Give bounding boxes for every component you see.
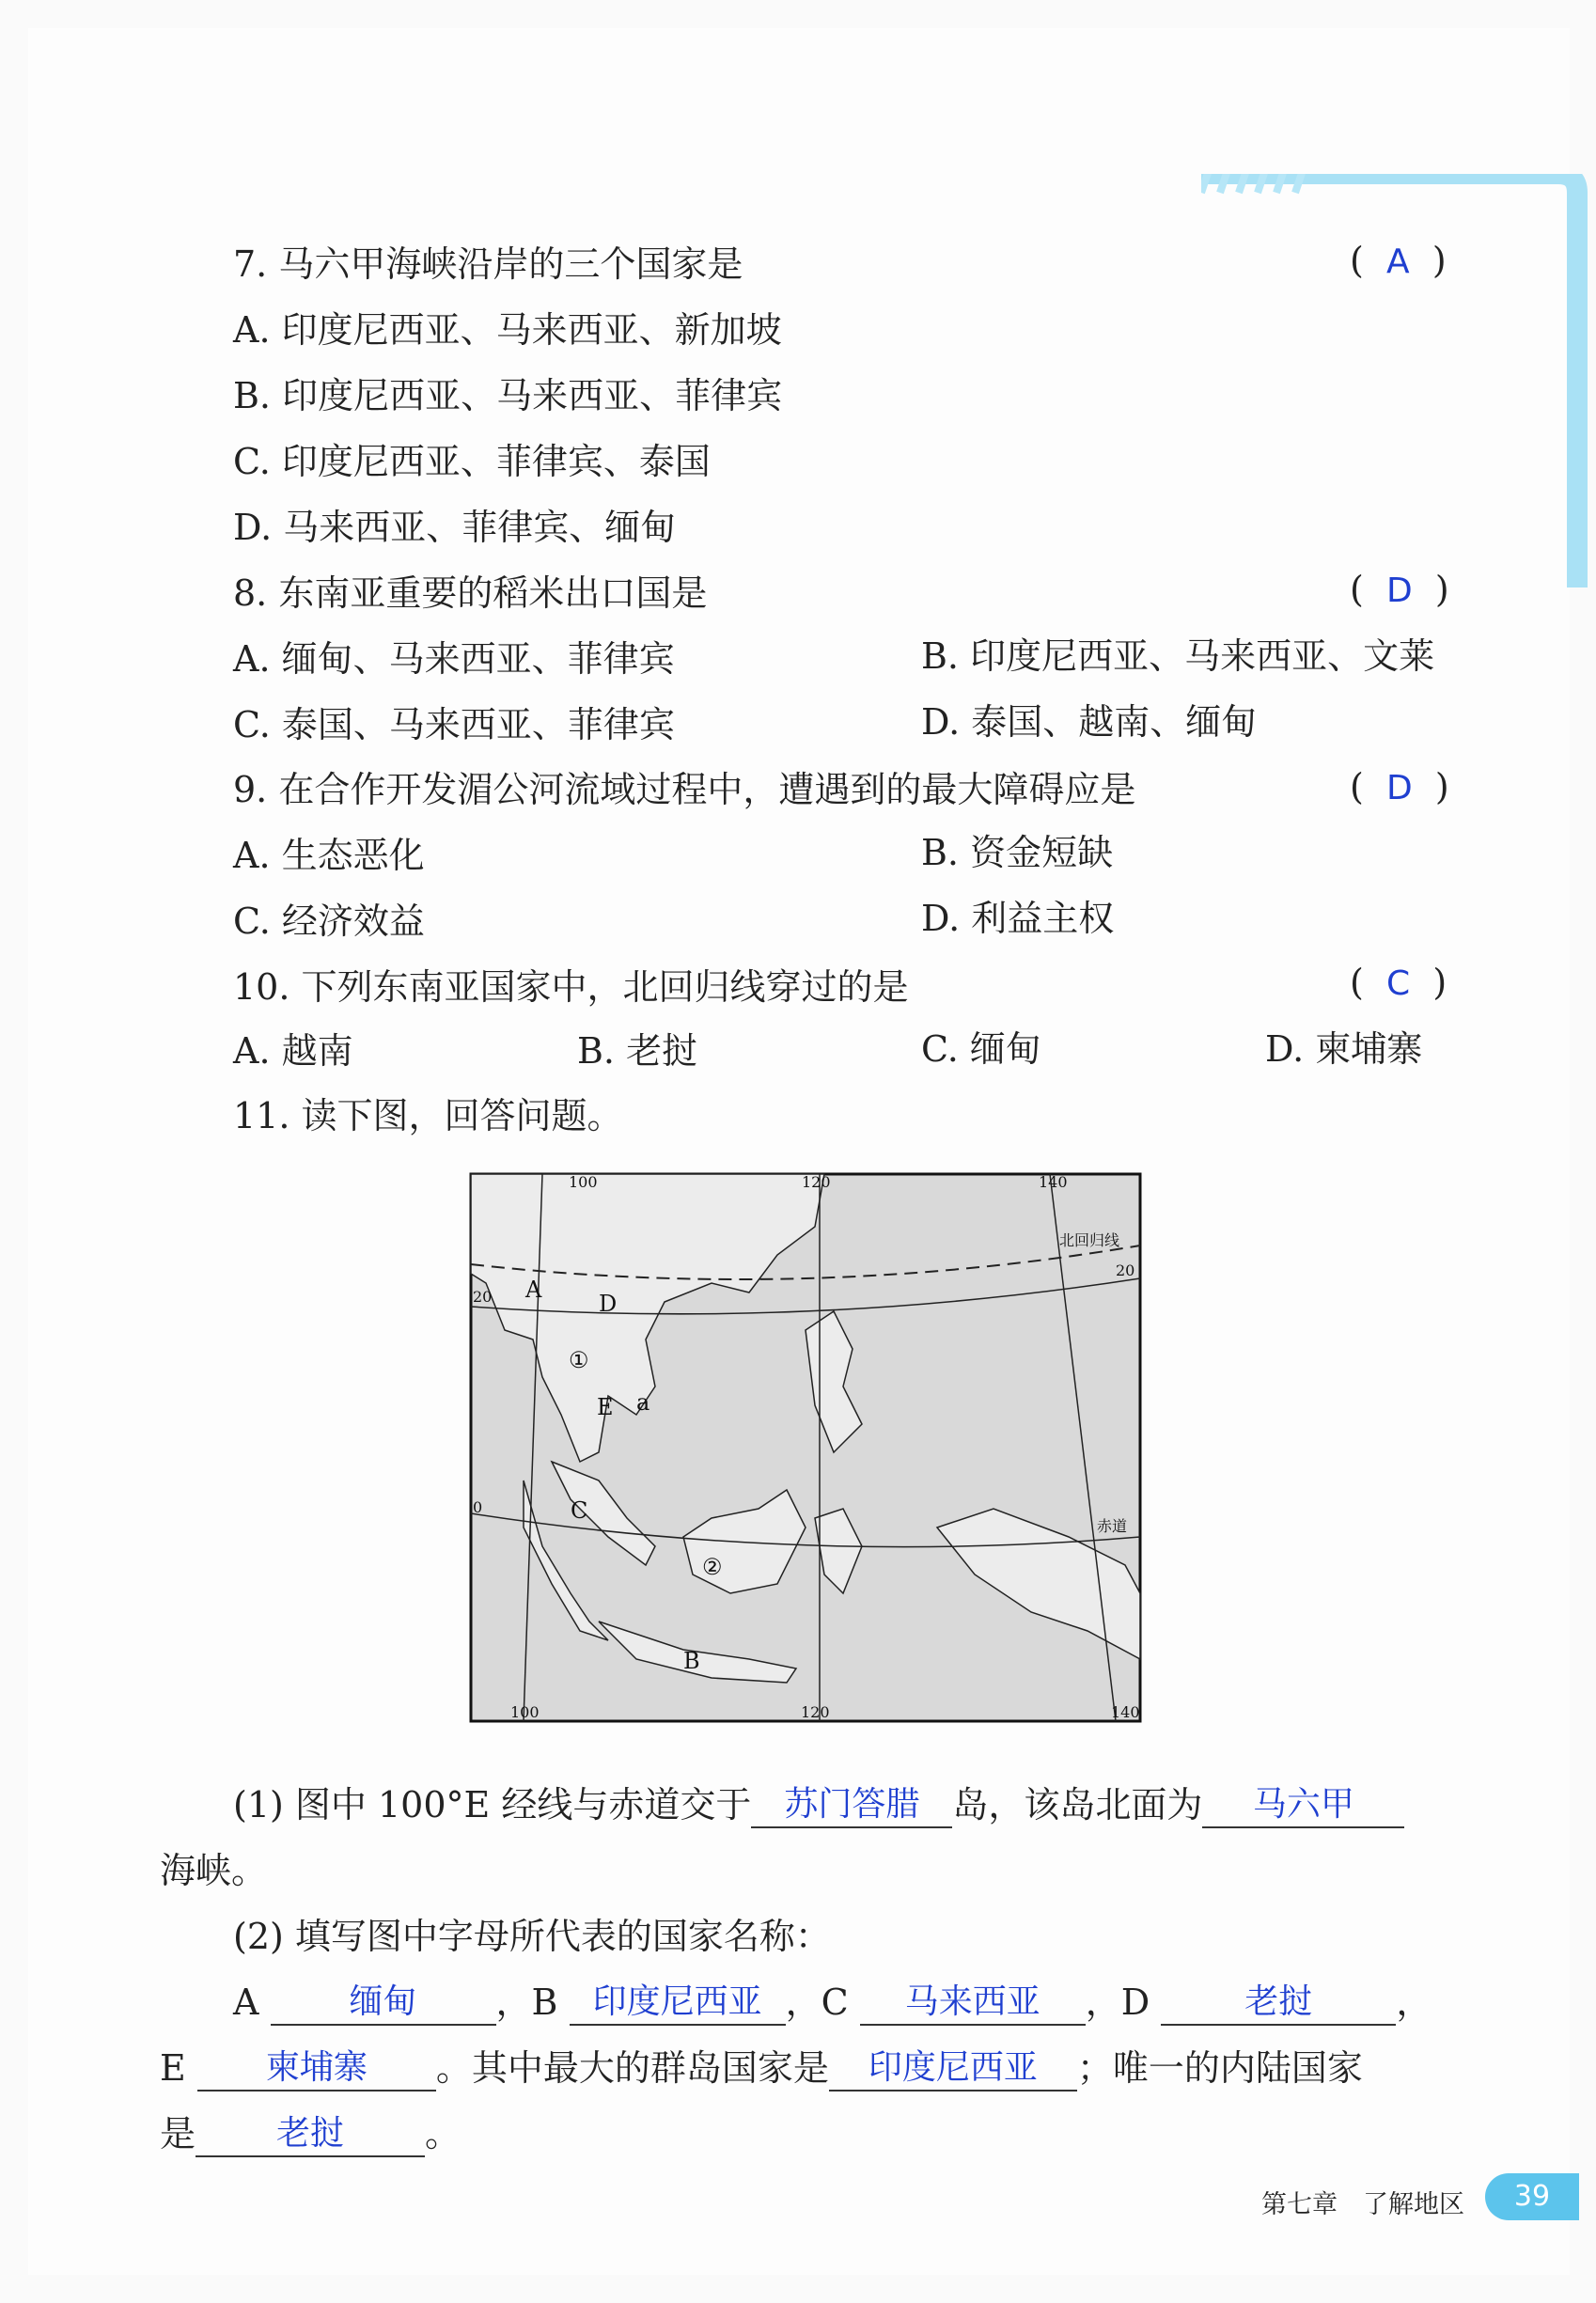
q8-option-d: D. 泰国、越南、缅甸 xyxy=(921,701,1258,743)
q10-stem: 10. 下列东南亚国家中，北回归线穿过的是 xyxy=(233,966,909,1008)
map-lon-bottom-140: 140 xyxy=(1111,1703,1140,1721)
blank-a[interactable]: 缅甸 xyxy=(271,1982,496,2026)
q11-stem: 11. 读下图，回答问题。 xyxy=(233,1095,623,1136)
q8-stem: 8. 东南亚重要的稻米出口国是 xyxy=(233,572,708,614)
page-number: 39 xyxy=(1485,2173,1579,2220)
q11-sub2-row2: E 柬埔寨 。其中最大的群岛国家是 印度尼西亚 ；唯一的内陆国家 xyxy=(160,2044,1363,2092)
map-marker-2: ② xyxy=(702,1554,723,1580)
map-label-equator: 赤道 xyxy=(1097,1517,1128,1535)
q7-option-c: C. 印度尼西亚、菲律宾、泰国 xyxy=(233,441,711,482)
blank-b[interactable]: 印度尼西亚 xyxy=(570,1982,786,2026)
map-lon-bottom-100: 100 xyxy=(510,1703,540,1721)
q9-stem: 9. 在合作开发湄公河流域过程中，遭遇到的最大障碍应是 xyxy=(233,769,1136,810)
q9-answer-paren: ( D ) xyxy=(1350,766,1449,807)
q7-answer-paren: ( A ) xyxy=(1350,240,1447,281)
q10-option-c: C. 缅甸 xyxy=(921,1028,1041,1070)
q10-option-a: A. 越南 xyxy=(233,1030,353,1072)
q8-answer-paren: ( D ) xyxy=(1350,569,1449,610)
map-lon-top-100: 100 xyxy=(569,1173,598,1191)
map-lon-top-120: 120 xyxy=(802,1173,831,1191)
map-lon-bottom-120: 120 xyxy=(801,1703,830,1721)
q11-sub1-line: (1) 图中 100°E 经线与赤道交于 苏门答腊 岛，该岛北面为 马六甲 xyxy=(233,1781,1404,1828)
q10-answer-paren: ( C ) xyxy=(1350,962,1447,1003)
q7-answer: A xyxy=(1386,243,1410,281)
q9-option-b: B. 资金短缺 xyxy=(921,832,1114,873)
q11-sub2-stem: (2) 填写图中字母所代表的国家名称： xyxy=(233,1916,831,1957)
map-marker-c: C xyxy=(571,1497,588,1524)
q7-option-b: B. 印度尼西亚、马来西亚、菲律宾 xyxy=(233,375,783,416)
map-marker-d: D xyxy=(599,1291,618,1317)
map-lat-left-0: 0 xyxy=(473,1498,483,1516)
blank-e[interactable]: 柬埔寨 xyxy=(197,2048,436,2092)
map-marker-a-lower: a xyxy=(636,1389,650,1416)
q10-option-b: B. 老挝 xyxy=(577,1030,698,1072)
southeast-asia-map xyxy=(467,1170,1144,1725)
map-marker-1: ① xyxy=(569,1347,589,1373)
q7-stem: 7. 马六甲海峡沿岸的三个国家是 xyxy=(233,243,743,285)
q10-answer: C xyxy=(1386,964,1411,1003)
decorative-corner xyxy=(1201,174,1596,588)
map-label-tropic: 北回归线 xyxy=(1059,1231,1120,1249)
q11-sub1-end: 海峡。 xyxy=(160,1850,268,1891)
map-lat-right-20: 20 xyxy=(1116,1261,1135,1279)
q7-option-a: A. 印度尼西亚、马来西亚、新加坡 xyxy=(233,309,782,351)
q8-option-a: A. 缅甸、马来西亚、菲律宾 xyxy=(233,638,675,680)
blank-d[interactable]: 老挝 xyxy=(1161,1982,1396,2026)
q8-answer: D xyxy=(1386,572,1413,610)
q11-sub2-row3: 是 老挝 。 xyxy=(160,2110,461,2157)
q8-option-b: B. 印度尼西亚、马来西亚、文莱 xyxy=(921,635,1435,677)
q9-option-d: D. 利益主权 xyxy=(921,898,1115,939)
q9-answer: D xyxy=(1386,769,1413,807)
q11-sub1-blank1[interactable]: 苏门答腊 xyxy=(751,1785,952,1828)
footer-chapter: 第七章 xyxy=(1261,2190,1338,2219)
q9-option-a: A. 生态恶化 xyxy=(233,835,425,876)
q7-option-d: D. 马来西亚、菲律宾、缅甸 xyxy=(233,507,677,548)
blank-c[interactable]: 马来西亚 xyxy=(860,1982,1086,2026)
blank-landlocked[interactable]: 老挝 xyxy=(196,2114,425,2157)
map-lat-left-20: 20 xyxy=(473,1288,493,1306)
map-lon-top-140: 140 xyxy=(1039,1173,1068,1191)
map-marker-e: E xyxy=(597,1394,614,1420)
map-marker-a: A xyxy=(525,1277,542,1303)
q10-option-d: D. 柬埔寨 xyxy=(1265,1028,1423,1070)
q11-sub2-row1: A 缅甸 ，B 印度尼西亚 ，C 马来西亚 ，D 老挝 ， xyxy=(233,1979,1432,2026)
q11-sub1-blank2[interactable]: 马六甲 xyxy=(1202,1785,1404,1828)
blank-largest-archipelago[interactable]: 印度尼西亚 xyxy=(829,2048,1077,2092)
footer-title: 了解地区 xyxy=(1363,2190,1464,2219)
q9-option-c: C. 经济效益 xyxy=(233,901,425,942)
q8-option-c: C. 泰国、马来西亚、菲律宾 xyxy=(233,704,675,745)
map-marker-b: B xyxy=(683,1648,700,1674)
